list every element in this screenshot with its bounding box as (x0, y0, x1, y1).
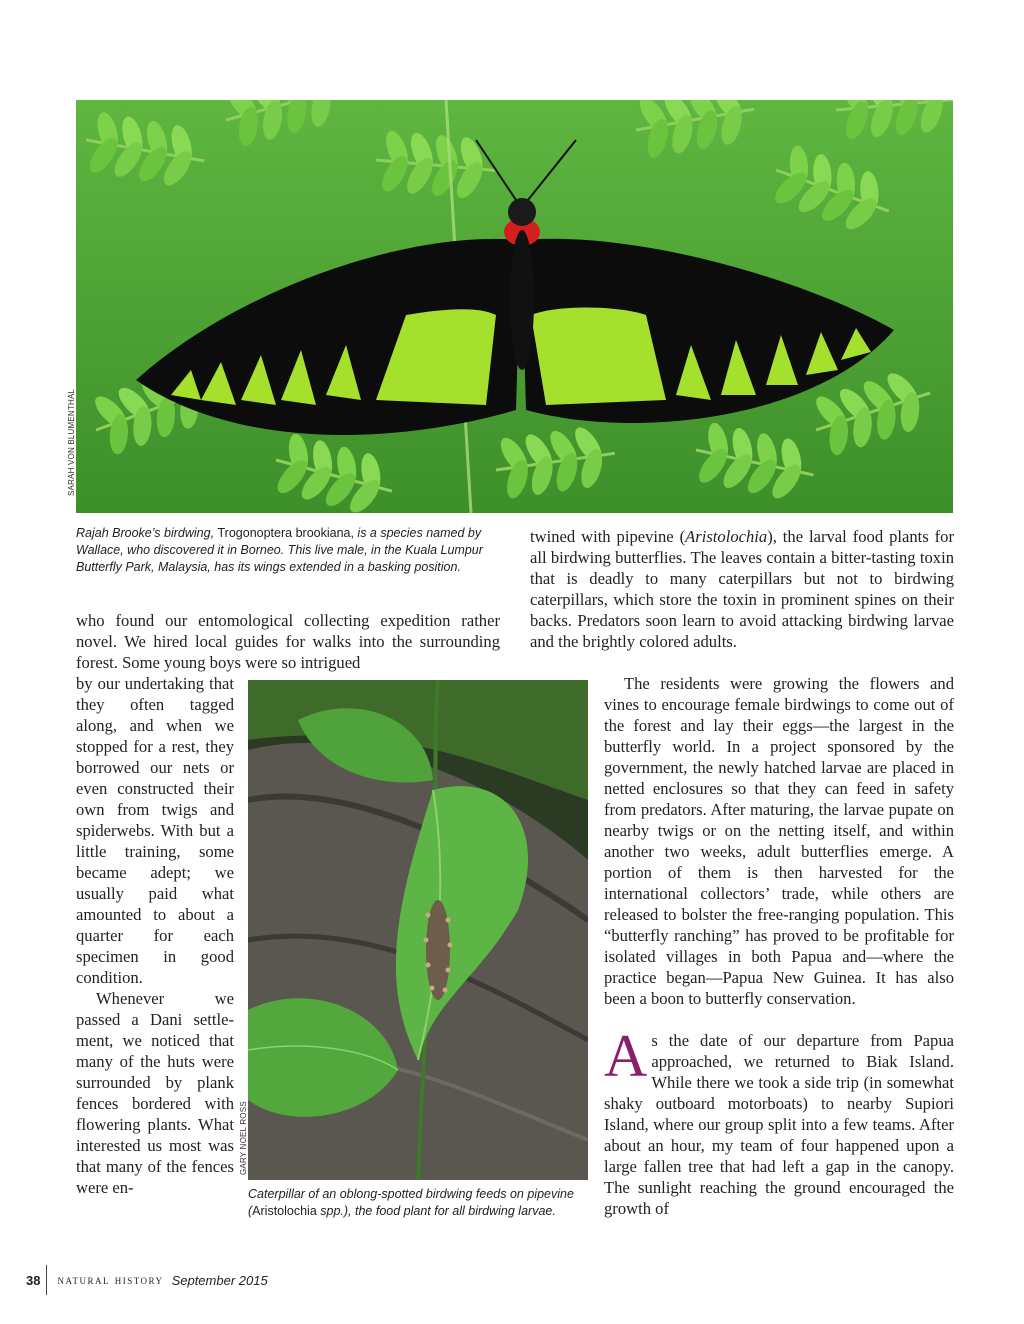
caption-caterpillar-part3: spp.), the food plant for all birdwing larvae. (316, 1204, 556, 1218)
caption-butterfly-part1: Rajah Brooke’s birdwing, (76, 526, 218, 540)
genus-italic: Aristolochia (685, 527, 768, 546)
paragraph: Whenever we passed a Dani settlement, we noticed that many of the huts were surrounded by plank fences bordered with flowering plants. What interested us most was that many of the fences were en- (76, 989, 234, 1197)
paragraph: who found our entomological collecting expedition rather novel. We hired local guides for walks into the surrounding forest. Some young boys were so intrigued (76, 611, 500, 672)
paragraph: by our undertaking that they often tagged along, and when we stopped for a rest, they borrowed our nets or even constructed their own from twigs and spiderwebs. With but a little training, some became adept; we usually paid what amounted to about a quarter for each specimen in good condition. (76, 674, 234, 987)
caption-butterfly-species: Trogonoptera brookiana, (217, 526, 354, 540)
paragraph: The residents were growing the flowers and vines to encourage female birdwings to come out of the forest and lay their eggs—the largest in the butterfly world. In a project sponsored by the government, the newly hatched larvae are placed in netted enclosures so that they can feed in safety from predators. After maturing, the larvae pupate on nearby twigs or on the netting itself, and within another two weeks, adult butterflies emerge. A portion of them is then harvested for the international collectors’ trade, while others are released to bolster the free-ranging population. This “butterfly ranching” has proved to be profitable for isolated villages in both Papua and—where the practice began—Papua New Guinea. It has also been a boon to butterfly conservation. (604, 674, 954, 1008)
caterpillar-illustration (248, 680, 588, 1180)
butterfly-photo (76, 100, 953, 513)
article-left-narrow (76, 673, 234, 1198)
butterfly-illustration (76, 100, 953, 513)
text-run: s the date of our departure from Papua approached, we returned to Biak Island. While there we took a side trip (in somewhat shaky outboard motorboats) to nearby Supiori Island, where our group split into a few teams. After about an hour, my team of four happened upon a large fallen tree that had left a gap in the canopy. The sunlight reaching the ground encouraged the growth of (604, 1031, 954, 1218)
caption-caterpillar (248, 1186, 578, 1220)
photo-credit-caterpillar: GARY NOEL ROSS (239, 1101, 248, 1175)
page-footer (26, 1268, 268, 1292)
page-number: 38 (26, 1272, 41, 1288)
paragraph (604, 1023, 954, 1219)
article-right-top (530, 526, 954, 652)
caption-butterfly (76, 525, 496, 576)
article-left-top (76, 610, 500, 673)
article-right-narrow (604, 673, 954, 1219)
footer-divider (46, 1265, 47, 1295)
caption-caterpillar-genus: Aristolochia (252, 1204, 317, 1218)
drop-cap: A (604, 1023, 648, 1089)
paragraph (530, 526, 954, 652)
issue-date: September 2015 (171, 1272, 268, 1288)
caption-butterfly-part3: is a species named by Wallace, who discovered it in Borneo. This live male, in the Kuala Lumpur Butterfly Park, Malaysia, has its wings extended in a basking position. (76, 526, 483, 574)
caption-caterpillar-part1: Caterpillar of an oblong-spotted birdwing feeds on pipevine ( (248, 1187, 574, 1218)
text-run: ), the larval food plants for all birdwing butterflies. The leaves contain a bitter-tasting toxin that is deadly to many caterpillars but not to birdwing caterpillars, which store the toxin in prominent spines on their backs. Predators soon learn to avoid attacking birdwing larvae and the brightly colored adults. (530, 527, 954, 651)
text-run: twined with pipevine ( (530, 527, 686, 546)
photo-credit-butterfly: SARAH VON BLUMENTHAL (67, 388, 76, 496)
caterpillar-photo (248, 680, 588, 1180)
magazine-name: natural history (57, 1272, 164, 1287)
